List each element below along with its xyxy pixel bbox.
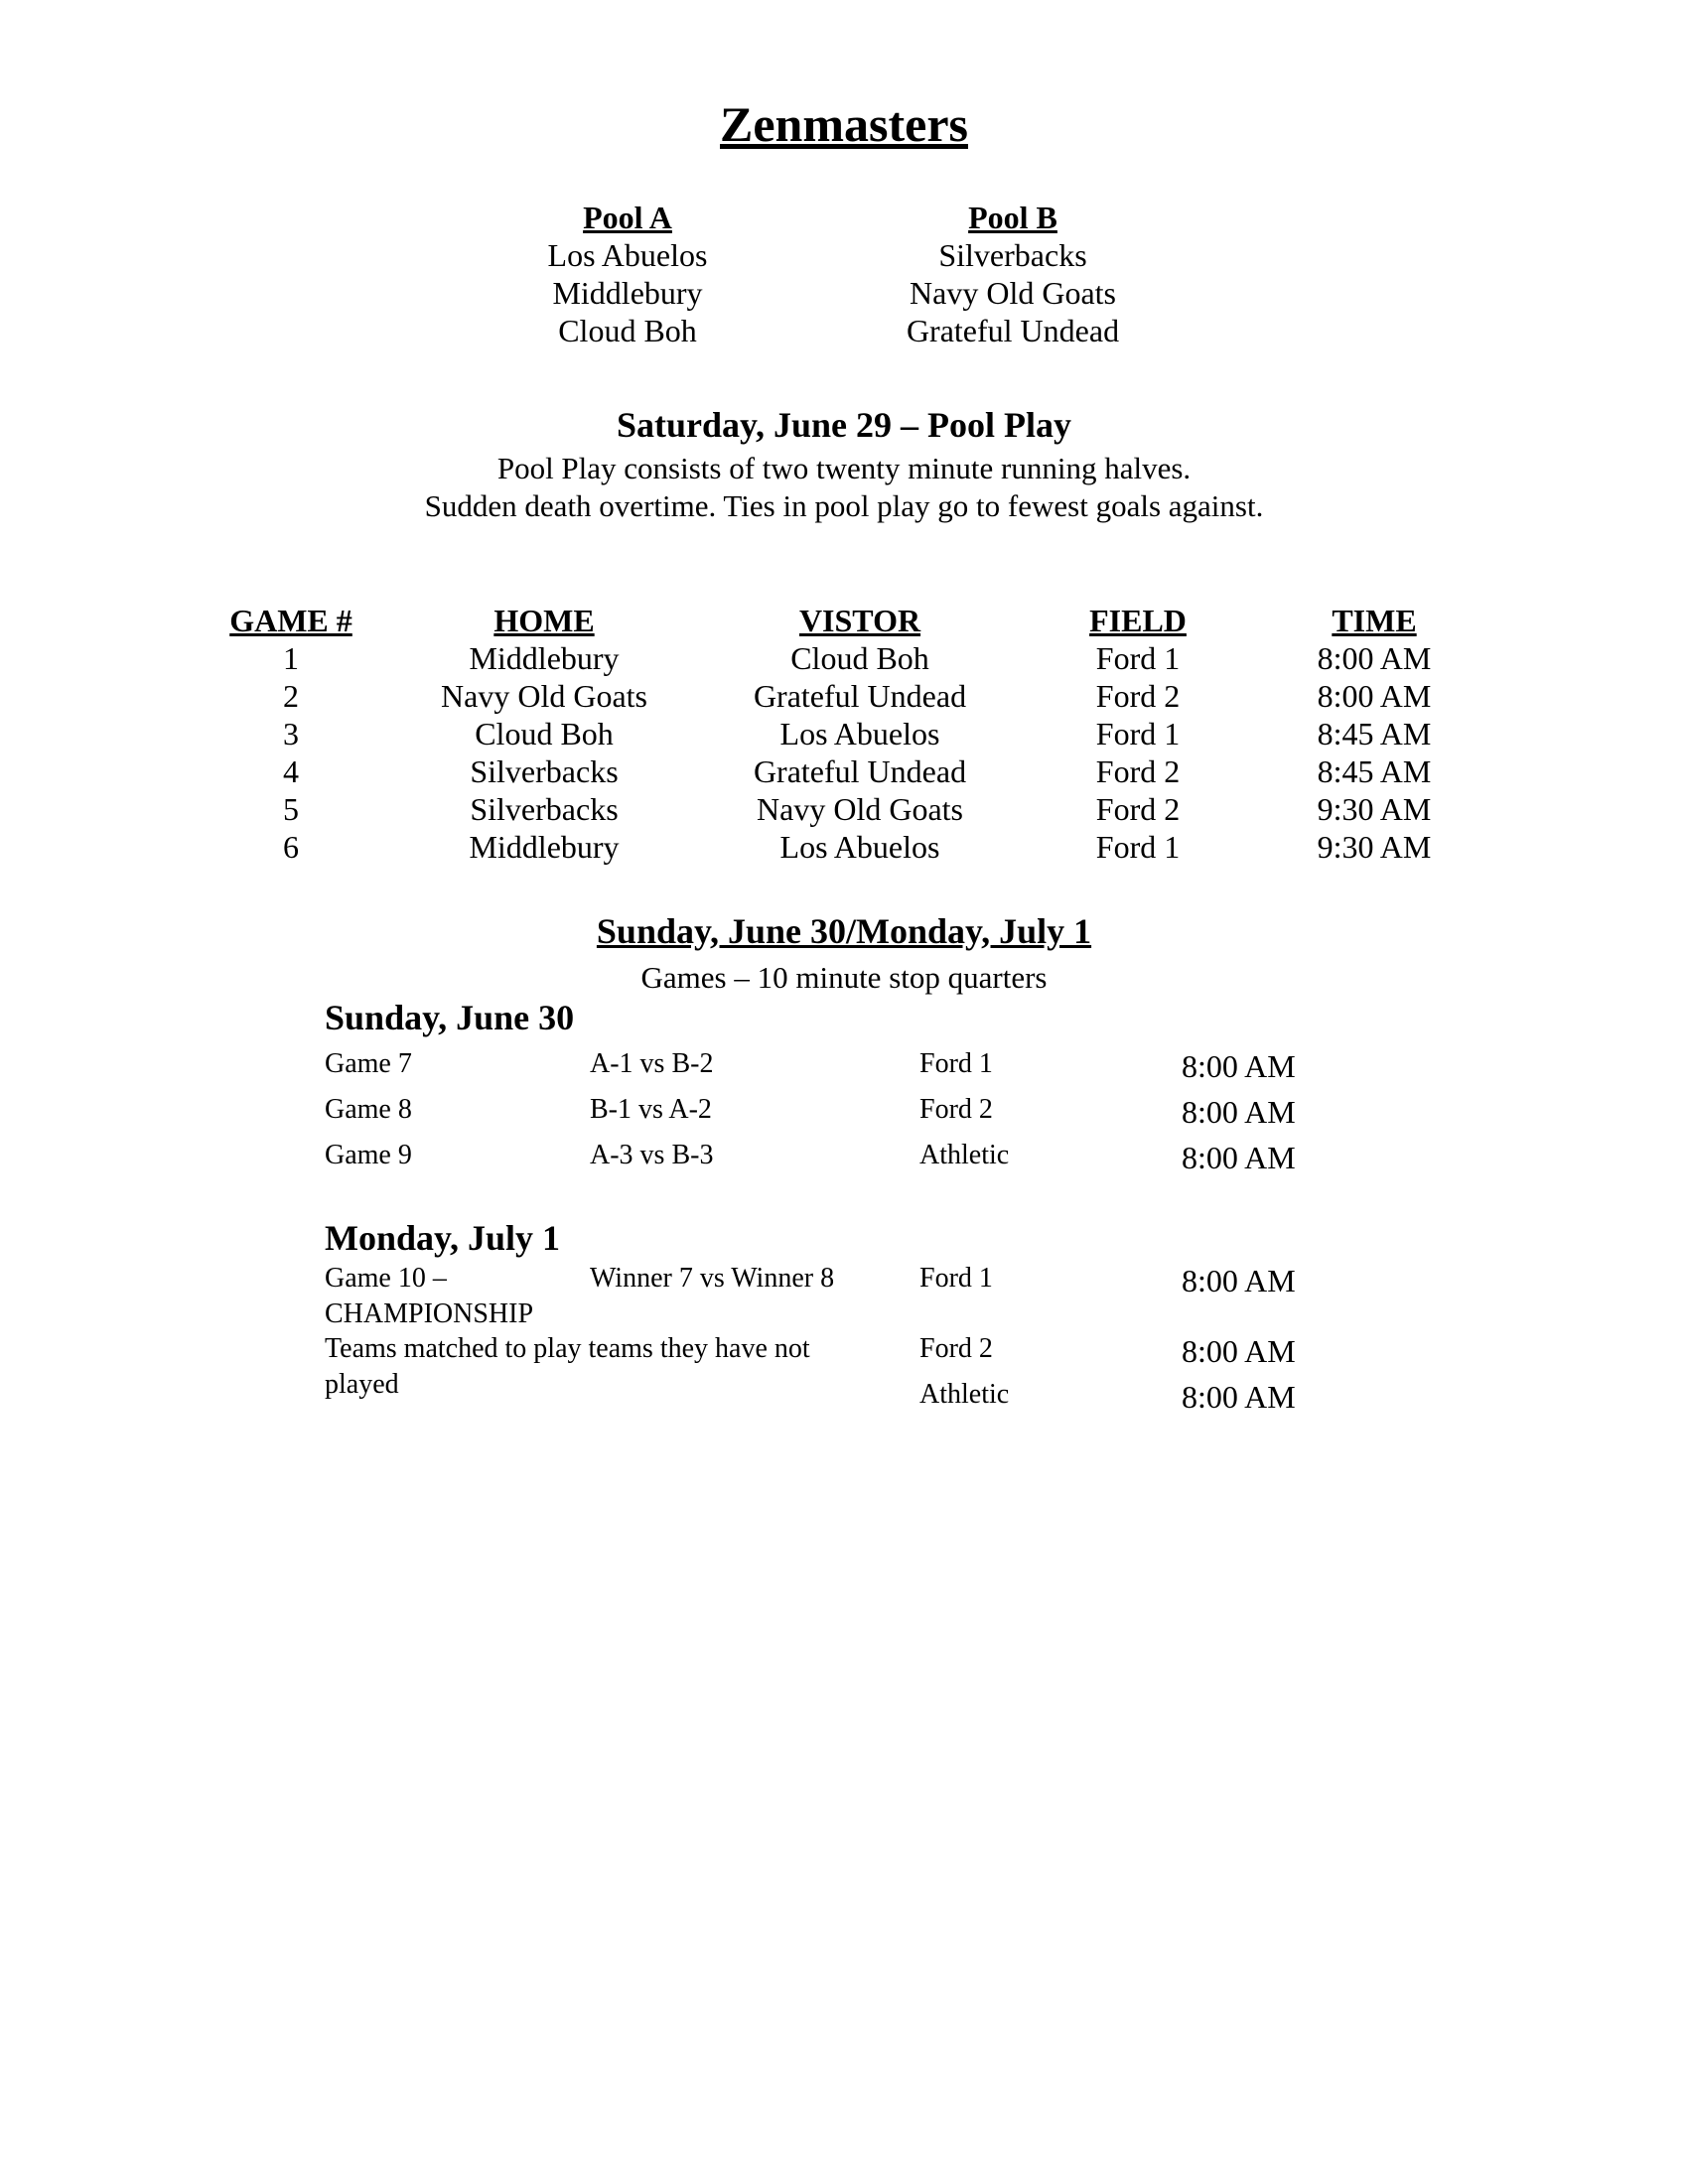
table-cell-time: 8:00 AM	[1317, 640, 1432, 676]
table-cell-visitor: Navy Old Goats	[757, 791, 963, 827]
pool-b-team: Grateful Undead	[906, 313, 1120, 348]
pool-b	[834, 199, 1192, 349]
monday-heading: Monday, July 1	[325, 1218, 561, 1258]
weekend-subtitle: Games – 10 minute stop quarters	[640, 960, 1048, 995]
table-cell-field: Ford 2	[1095, 791, 1181, 827]
pool-a-team: Los Abuelos	[547, 237, 708, 273]
monday-game-time: 8:00 AM	[1182, 1333, 1296, 1369]
table-cell-time: 8:00 AM	[1317, 678, 1432, 714]
pool-b-heading: Pool B	[968, 200, 1057, 235]
weekend-heading: Sunday, June 30/Monday, July 1	[596, 911, 1092, 951]
table-cell-time: 8:45 AM	[1317, 753, 1432, 789]
sunday-heading: Sunday, June 30	[325, 998, 575, 1037]
table-cell-game: 6	[283, 829, 299, 865]
sunday-game-time: 8:00 AM	[1182, 1140, 1296, 1175]
pool-a-heading: Pool A	[583, 200, 672, 235]
col-header-visitor: VISTOR	[798, 603, 921, 638]
sunday-game-time: 8:00 AM	[1182, 1048, 1296, 1084]
table-cell-home: Silverbacks	[470, 791, 619, 827]
table-cell-game: 4	[283, 753, 299, 789]
sunday-game-field: Ford 2	[919, 1094, 993, 1125]
monday-other-note: Teams matched to play teams they have not	[325, 1333, 810, 1364]
table-cell-visitor: Grateful Undead	[753, 753, 967, 789]
table-cell-home: Middlebury	[469, 640, 620, 676]
sunday-game-match: B-1 vs A-2	[590, 1094, 712, 1125]
table-cell-game: 3	[283, 716, 299, 751]
sunday-game-label: Game 8	[325, 1094, 412, 1125]
table-cell-home: Cloud Boh	[475, 716, 614, 751]
table-cell-field: Ford 1	[1095, 829, 1181, 865]
table-cell-home: Navy Old Goats	[441, 678, 647, 714]
table-cell-visitor: Cloud Boh	[790, 640, 929, 676]
table-cell-game: 5	[283, 791, 299, 827]
championship-game-label: Game 10 –	[325, 1263, 447, 1294]
table-cell-game: 1	[283, 640, 299, 676]
championship-field: Ford 1	[919, 1263, 993, 1294]
table-cell-home: Middlebury	[469, 829, 620, 865]
col-header-field: FIELD	[1089, 603, 1187, 638]
saturday-rules-line1: Pool Play consists of two twenty minute running halves.	[496, 451, 1192, 485]
monday-game-time: 8:00 AM	[1182, 1379, 1296, 1415]
table-cell-time: 9:30 AM	[1317, 791, 1432, 827]
pool-b-team: Navy Old Goats	[910, 275, 1116, 311]
sunday-game-label: Game 9	[325, 1140, 412, 1170]
table-cell-game: 2	[283, 678, 299, 714]
championship-match: Winner 7 vs Winner 8	[590, 1263, 835, 1294]
table-cell-time: 8:45 AM	[1317, 716, 1432, 751]
monday-game-field: Ford 2	[919, 1333, 993, 1364]
table-cell-field: Ford 2	[1095, 753, 1181, 789]
table-cell-time: 9:30 AM	[1317, 829, 1432, 865]
page-title: Zenmasters	[720, 96, 968, 152]
saturday-heading: Saturday, June 29 – Pool Play	[616, 405, 1072, 445]
col-header-home: HOME	[493, 603, 595, 638]
table-cell-home: Silverbacks	[470, 753, 619, 789]
pool-b-team: Silverbacks	[938, 237, 1087, 273]
sunday-game-field: Ford 1	[919, 1048, 993, 1079]
sunday-game-match: A-1 vs B-2	[590, 1048, 714, 1079]
championship-time: 8:00 AM	[1182, 1263, 1296, 1298]
championship-game-label: CHAMPIONSHIP	[325, 1298, 534, 1329]
table-cell-visitor: Los Abuelos	[779, 716, 940, 751]
pool-a	[449, 199, 806, 349]
table-cell-visitor: Los Abuelos	[779, 829, 940, 865]
pool-a-team: Cloud Boh	[558, 313, 697, 348]
table-cell-field: Ford 1	[1095, 716, 1181, 751]
col-header-time: TIME	[1332, 603, 1417, 638]
sunday-game-field: Athletic	[919, 1140, 1010, 1170]
sunday-game-time: 8:00 AM	[1182, 1094, 1296, 1130]
saturday-rules-line2: Sudden death overtime. Ties in pool play go to fewest goals against.	[424, 488, 1264, 523]
pool-a-team: Middlebury	[552, 275, 703, 311]
monday-game-field: Athletic	[919, 1379, 1010, 1410]
monday-other-note: played	[325, 1369, 399, 1400]
table-cell-field: Ford 2	[1095, 678, 1181, 714]
sunday-game-label: Game 7	[325, 1048, 412, 1079]
table-cell-field: Ford 1	[1095, 640, 1181, 676]
sunday-game-match: A-3 vs B-3	[590, 1140, 714, 1170]
table-cell-visitor: Grateful Undead	[753, 678, 967, 714]
col-header-game: GAME #	[229, 603, 352, 638]
